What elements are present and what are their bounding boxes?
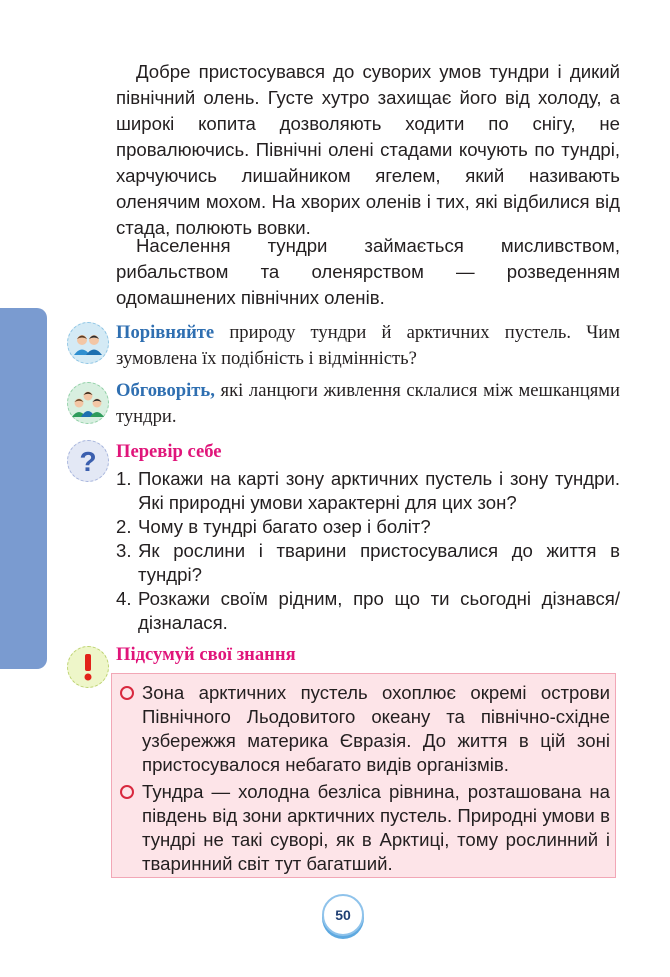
paragraph-reindeer: Добре пристосувався до суворих умов тундри і дикий північний олень. Густе хутро захищає його від холоду, а широкі копита дозволяють ходити по снігу, не провалюючись. Північні олені стадами кочують по тундрі, харчуючись лишайником ягелем, який називають оленячим мохом. На хворих оленів і тих, які відбилися від стада, полюють вовки. <box>116 61 620 238</box>
question-item <box>116 587 620 635</box>
pair-of-children-icon <box>67 322 109 364</box>
task-compare-keyword: Порівняйте <box>116 322 215 343</box>
summary-item <box>118 780 610 876</box>
question-list <box>116 467 620 635</box>
question-mark-icon <box>67 440 109 482</box>
paragraph-population: Населення тундри займається мисливством, рибальством та оленярством — розведенням одомашнених північних оленів. <box>116 235 620 308</box>
summary-heading: Підсумуй свої знання <box>116 644 296 665</box>
question-text: Як рослини і тварини пристосувалися до життя в тундрі? <box>138 540 620 585</box>
question-number: 1. <box>116 468 132 489</box>
side-tab <box>0 308 47 669</box>
page-number: 50 <box>322 894 364 936</box>
summary-text: Тундра — холодна безліса рівнина, розташована на південь від зони арктичних пустель. Природні умови в тундрі не такі суворі, як в Арктиці, тому рослинний і тваринний світ тут багатший. <box>142 781 610 874</box>
circle-bullet-icon <box>120 785 134 799</box>
summary-list <box>118 681 610 876</box>
question-text: Розкажи своїм рідним, про що ти сьогодні дізнався/ дізналася. <box>138 588 620 633</box>
question-text: Чому в тундрі багато озер і боліт? <box>138 516 431 537</box>
circle-bullet-icon <box>120 686 134 700</box>
exclamation-icon <box>67 646 109 688</box>
task-discuss-keyword: Обговоріть, <box>116 380 215 401</box>
summary-item <box>118 681 610 777</box>
question-item <box>116 515 620 539</box>
task-discuss <box>116 378 620 430</box>
task-compare-text: природу тундри й арктичних пустель. Чим зумовлена їх подібність і відмінність? <box>116 322 620 369</box>
group-of-children-icon <box>67 382 109 424</box>
check-yourself-heading: Перевір себе <box>116 441 222 462</box>
question-item <box>116 467 620 515</box>
task-discuss-text: які ланцюги живлення склалися між мешканцями тундри. <box>116 380 620 427</box>
question-text: Покажи на карті зону арктичних пустель і зону тундри. Які природні умови характерні для цих зон? <box>138 468 620 513</box>
svg-text:?: ? <box>79 446 97 477</box>
question-number: 4. <box>116 588 132 609</box>
question-item <box>116 539 620 587</box>
summary-text: Зона арктичних пустель охоплює окремі острови Північного Льодовитого океану та північно-східне узбережжя материка Євразія. До життя в цій зоні пристосувалося небагато видів організмів. <box>142 682 610 775</box>
task-compare <box>116 320 620 372</box>
question-number: 3. <box>116 540 132 561</box>
question-number: 2. <box>116 516 132 537</box>
